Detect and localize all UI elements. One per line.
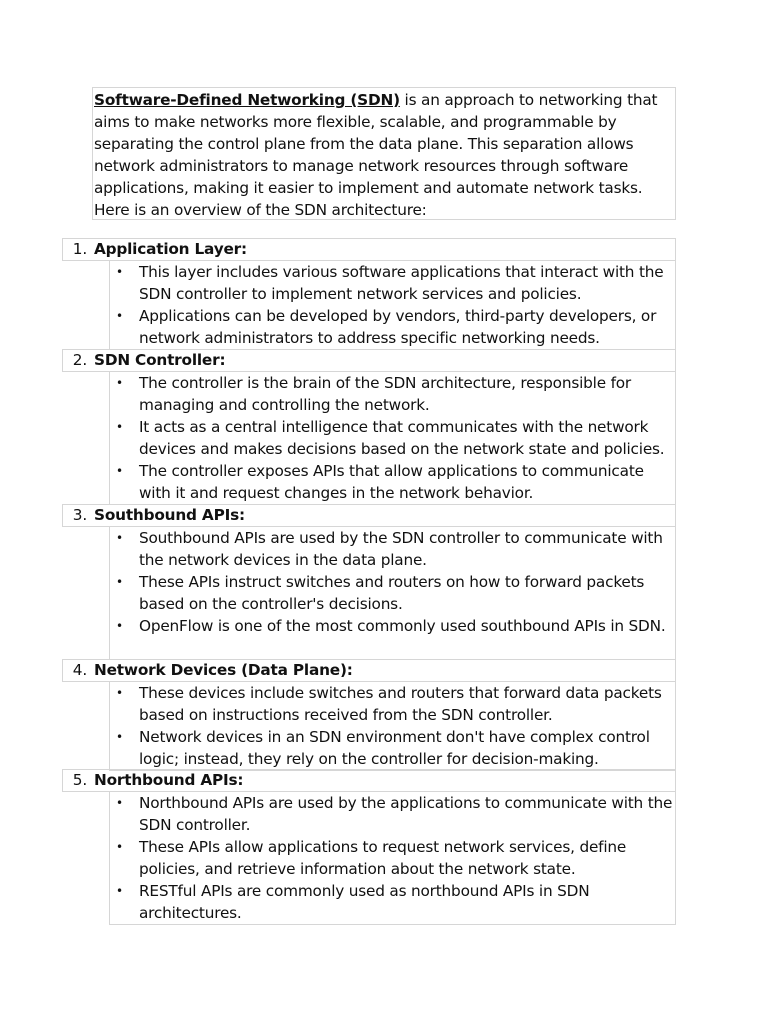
bullet-icon: • [116,575,123,589]
list-item [110,416,675,460]
bullet-list-network-devices [109,682,676,771]
intro-text: is an approach to networking that aims to make networks more flexible, scalable, and programmable by separating the control plane from the data plane. This separation allows network administrators to manage network resources through software applications, making it easier to implement and automate network tasks. Here is an overview of the SDN architecture: [94,91,658,219]
section-header-application-layer [62,238,676,261]
list-item [110,261,675,305]
section-number: 3. [72,506,87,524]
bullet-list-sdn-controller [109,372,676,505]
bullet-text: RESTful APIs are commonly used as northbound APIs in SDN architectures. [139,882,590,922]
list-item [110,880,675,924]
bullet-text: Southbound APIs are used by the SDN controller to communicate with the network devices in the data plane. [139,529,663,569]
bullet-text: The controller exposes APIs that allow applications to communicate with it and request changes in the network behavior. [139,462,644,502]
bullet-text: It acts as a central intelligence that communicates with the network devices and makes decisions based on the network state and policies. [139,418,665,458]
list-item [110,792,675,836]
list-item [110,527,675,571]
list-item [110,615,675,637]
section-title: Northbound APIs: [94,771,244,789]
bullet-text: These devices include switches and routers that forward data packets based on instructions received from the SDN controller. [139,684,662,724]
section-header-southbound-apis [62,504,676,527]
bullet-icon: • [116,884,123,898]
bullet-icon: • [116,730,123,744]
bullet-icon: • [116,376,123,390]
bullet-icon: • [116,531,123,545]
intro-paragraph [92,87,676,220]
bullet-text: These APIs allow applications to request network services, define policies, and retrieve information about the network state. [139,838,627,878]
section-number: 5. [72,771,87,789]
list-item [110,682,675,726]
section-header-northbound-apis [62,769,676,792]
section-number: 2. [72,351,87,369]
bullet-text: This layer includes various software applications that interact with the SDN controller to implement network services and policies. [139,263,664,303]
section-title: Southbound APIs: [94,506,245,524]
bullet-list-southbound-apis [109,527,676,660]
list-item [110,836,675,880]
bullet-icon: • [116,464,123,478]
bullet-list-northbound-apis [109,792,676,925]
section-header-network-devices [62,659,676,682]
bullet-icon: • [116,265,123,279]
bullet-icon: • [116,840,123,854]
list-item [110,571,675,615]
bullet-icon: • [116,619,123,633]
bullet-icon: • [116,686,123,700]
section-number: 4. [72,661,87,679]
bullet-icon: • [116,420,123,434]
bullet-text: The controller is the brain of the SDN architecture, responsible for managing and controlling the network. [139,374,632,414]
bullet-icon: • [116,309,123,323]
bullet-text: Network devices in an SDN environment don't have complex control logic; instead, they rely on the controller for decision-making. [139,728,650,768]
list-item [110,460,675,504]
list-item [110,726,675,770]
bullet-text: OpenFlow is one of the most commonly used southbound APIs in SDN. [139,617,666,635]
section-header-sdn-controller [62,349,676,372]
bullet-list-application-layer [109,261,676,350]
section-title: Application Layer: [94,240,247,258]
section-number: 1. [72,240,87,258]
list-item [110,305,675,349]
bullet-text: These APIs instruct switches and routers on how to forward packets based on the controller's decisions. [139,573,645,613]
section-title: Network Devices (Data Plane): [94,661,353,679]
bullet-icon: • [116,796,123,810]
list-item [110,372,675,416]
bullet-text: Applications can be developed by vendors, third-party developers, or network administrators to address specific networking needs. [139,307,657,347]
bullet-text: Northbound APIs are used by the applications to communicate with the SDN controller. [139,794,673,834]
sdn-term: Software-Defined Networking (SDN) [94,91,400,109]
section-title: SDN Controller: [94,351,226,369]
